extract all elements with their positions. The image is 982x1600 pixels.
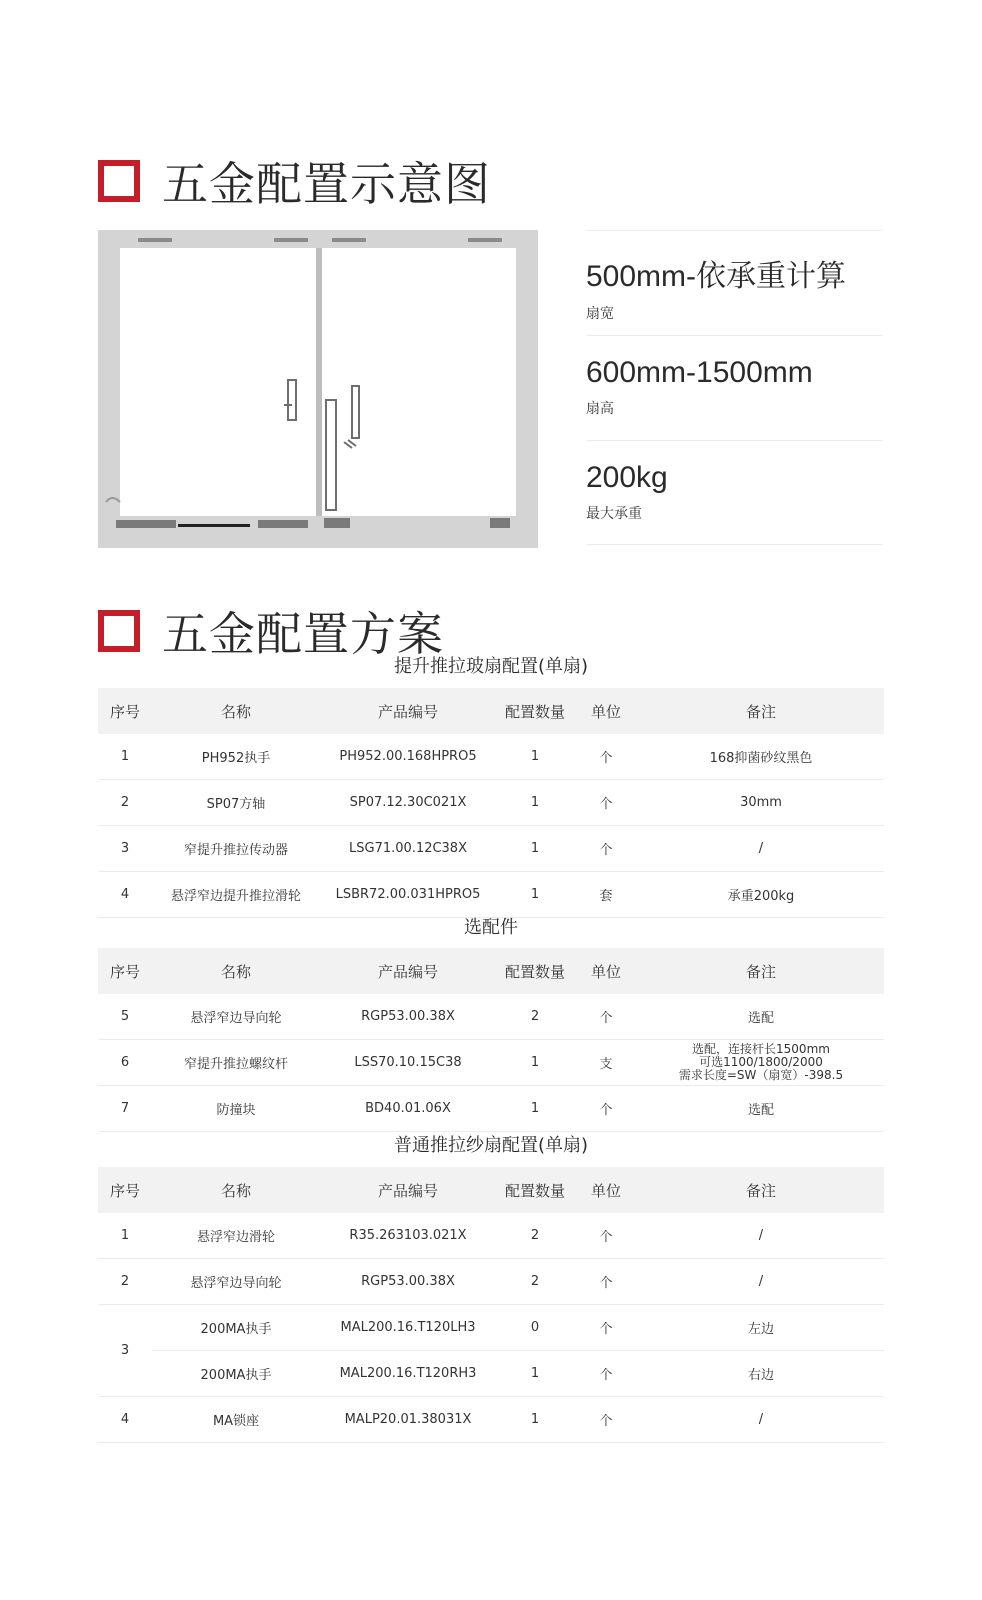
cell: 个 [574,1397,638,1443]
cell: 200MA执手 [152,1351,320,1397]
cell: 右边 [638,1351,884,1397]
cell: 个 [574,994,638,1040]
spec-label: 最大承重 [586,506,642,522]
cell: / [638,1259,884,1305]
cell: 防撞块 [152,1086,320,1132]
cell: PH952执手 [152,734,320,780]
red-square-icon [98,610,140,652]
cell: 承重200kg [638,872,884,918]
cell: / [638,1213,884,1259]
note-line: 可选1100/1800/2000 [699,1055,823,1069]
cell: MA锁座 [152,1397,320,1443]
spec-width [586,230,882,335]
header-name: 名称 [152,1167,320,1213]
cell: 支 [574,1040,638,1086]
config-table-glass-sash [98,688,884,918]
table-row [98,994,884,1040]
header-note: 备注 [638,688,884,734]
header-name: 名称 [152,948,320,994]
config-table-screen-sash [98,1167,884,1443]
header-qty: 配置数量 [496,1167,574,1213]
cell: 2 [98,1259,152,1305]
header-code: 产品编号 [320,1167,496,1213]
cell: 168抑菌砂纹黑色 [638,734,884,780]
cell: 7 [98,1086,152,1132]
cell: 个 [574,780,638,826]
header-index: 序号 [98,948,152,994]
cell: 个 [574,1259,638,1305]
cell: 6 [98,1040,152,1086]
cell-note-multiline [638,1040,884,1086]
header-name: 名称 [152,688,320,734]
header-unit: 单位 [574,1167,638,1213]
cell: PH952.00.168HPRO5 [320,734,496,780]
cell: 悬浮窄边滑轮 [152,1213,320,1259]
table-header-row [98,948,884,994]
cell: LSBR72.00.031HPRO5 [320,872,496,918]
spec-label: 扇高 [586,401,614,417]
cell: MAL200.16.T120RH3 [320,1351,496,1397]
cell: RGP53.00.38X [320,1259,496,1305]
table-row [98,872,884,918]
section-title-text: 五金配置示意图 [162,157,491,211]
table-row [98,734,884,780]
cell: 个 [574,826,638,872]
cell: 1 [98,1213,152,1259]
table-header-row [98,1167,884,1213]
cell: 窄提升推拉螺纹杆 [152,1040,320,1086]
cell: 1 [496,1351,574,1397]
spec-list [586,230,882,545]
spec-load [586,440,882,545]
cell: / [638,1397,884,1443]
cell: SP07方轴 [152,780,320,826]
cell: 1 [496,780,574,826]
section-title-text: 五金配置方案 [162,607,444,661]
cell: 200MA执手 [152,1305,320,1351]
cell: 悬浮窄边提升推拉滑轮 [152,872,320,918]
table-header-row [98,688,884,734]
header-code: 产品编号 [320,688,496,734]
cell: 选配 [638,994,884,1040]
cell: 1 [496,1040,574,1086]
header-index: 序号 [98,688,152,734]
cell: / [638,826,884,872]
table-row [98,780,884,826]
cell: 套 [574,872,638,918]
table-row [98,1397,884,1443]
cell: 1 [496,734,574,780]
cell: RGP53.00.38X [320,994,496,1040]
cell: MAL200.16.T120LH3 [320,1305,496,1351]
table-row [98,1086,884,1132]
cell: 个 [574,734,638,780]
header-note: 备注 [638,1167,884,1213]
cell: BD40.01.06X [320,1086,496,1132]
cell: 2 [496,994,574,1040]
table-title-screen-sash: 普通推拉纱扇配置(单扇) [393,1135,589,1156]
table-row [98,1040,884,1086]
hardware-diagram [98,230,538,548]
config-table-optional [98,948,884,1132]
cell: 窄提升推拉传动器 [152,826,320,872]
cell: 悬浮窄边导向轮 [152,1259,320,1305]
header-code: 产品编号 [320,948,496,994]
cell: 30mm [638,780,884,826]
cell: 3 [98,826,152,872]
header-qty: 配置数量 [496,688,574,734]
cell: 0 [496,1305,574,1351]
table-row [98,1351,884,1397]
cell: SP07.12.30C021X [320,780,496,826]
cell: 1 [496,1086,574,1132]
red-square-icon [98,160,140,202]
table-title-optional: 选配件 [464,917,518,938]
cell: 选配 [638,1086,884,1132]
cell: 2 [98,780,152,826]
cell: 个 [574,1351,638,1397]
cell: 1 [98,734,152,780]
spec-height [586,335,882,440]
table-title-glass-sash: 提升推拉玻扇配置(单扇) [393,656,589,677]
cell: 1 [496,872,574,918]
cell: R35.263103.021X [320,1213,496,1259]
table-row [98,1259,884,1305]
table-row [98,1305,884,1351]
section-title-diagram [98,148,491,214]
spec-value: 200kg [586,461,668,494]
cell: 4 [98,1397,152,1443]
cell: 2 [496,1259,574,1305]
header-index: 序号 [98,1167,152,1213]
table-row [98,1213,884,1259]
cell: LSG71.00.12C38X [320,826,496,872]
table-row [98,826,884,872]
note-line: 需求长度=SW（扇宽）-398.5 [678,1068,844,1082]
header-unit: 单位 [574,688,638,734]
cell: 2 [496,1213,574,1259]
cell-merged-index: 3 [98,1305,152,1397]
cell: 4 [98,872,152,918]
cell: LSS70.10.15C38 [320,1040,496,1086]
note-line: 选配，连接杆长1500mm [692,1042,830,1056]
header-qty: 配置数量 [496,948,574,994]
header-unit: 单位 [574,948,638,994]
cell: 5 [98,994,152,1040]
cell: 悬浮窄边导向轮 [152,994,320,1040]
cell: 1 [496,826,574,872]
cell: MALP20.01.38031X [320,1397,496,1443]
cell: 左边 [638,1305,884,1351]
cell: 个 [574,1213,638,1259]
header-note: 备注 [638,948,884,994]
spec-value: 500mm-依承重计算 [586,260,847,293]
cell: 个 [574,1305,638,1351]
cell: 个 [574,1086,638,1132]
cell: 1 [496,1397,574,1443]
spec-value: 600mm-1500mm [586,356,813,389]
spec-label: 扇宽 [586,306,614,322]
